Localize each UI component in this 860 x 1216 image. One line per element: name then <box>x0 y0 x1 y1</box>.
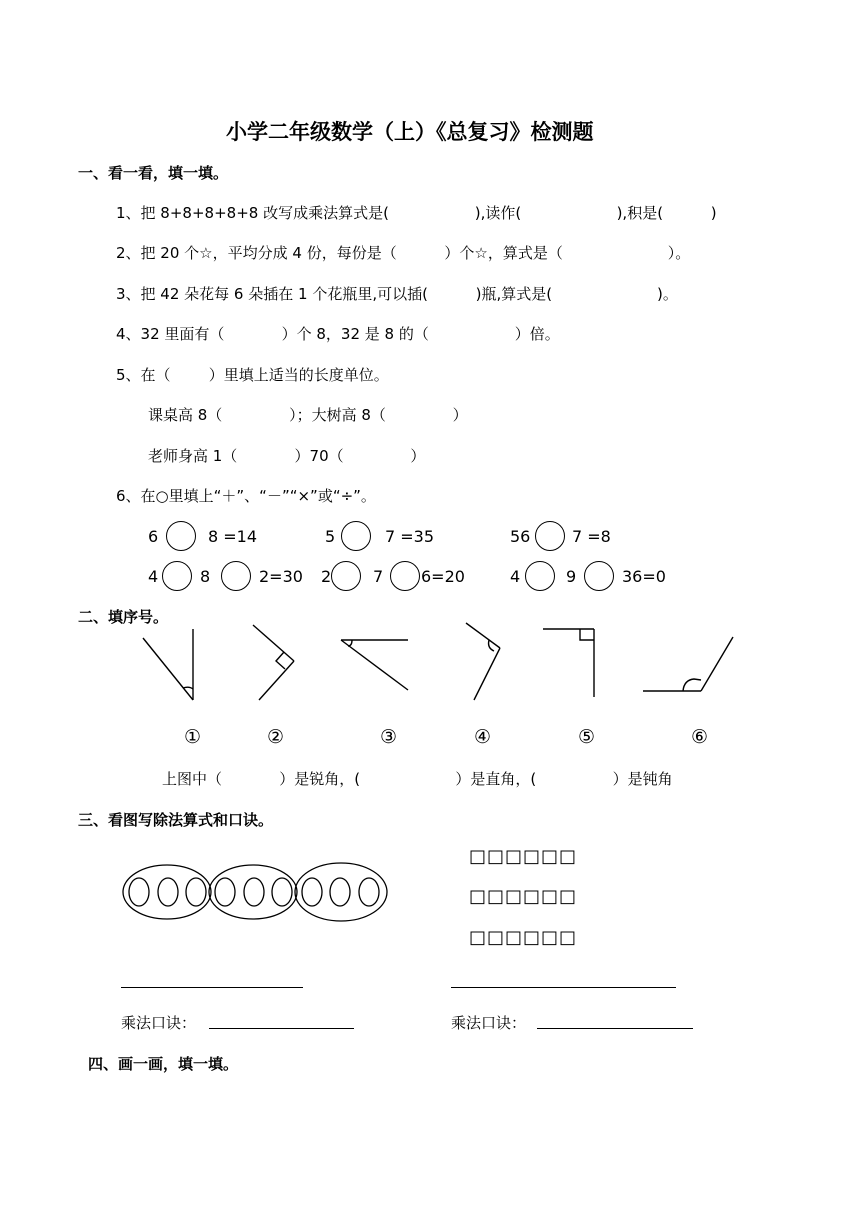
q1-line-1: 1、把 8+8+8+8+8 改写成乘法算式是( ),读作( ),积是( ) <box>116 204 717 222</box>
square-row-3: □□□□□□ <box>469 927 578 948</box>
koujue-label-left: 乘法口诀： <box>121 1014 197 1032</box>
eq-r2-1-c: 2=30 <box>259 567 303 586</box>
angle-figure-1 <box>143 629 193 700</box>
q1-line-3: 3、把 42 朵花每 6 朵插在 1 个花瓶里,可以插( )瓶,算式是( )。 <box>116 285 678 303</box>
koujue-label-right: 乘法口诀： <box>451 1014 527 1032</box>
operator-circle[interactable] <box>390 561 420 591</box>
q1-line-4: 4、32 里面有（ ）个 8，32 是 8 的（ ）倍。 <box>116 325 560 343</box>
operator-circle[interactable] <box>584 561 614 591</box>
q1-line-5b: 老师身高 1（ ）70（ ） <box>148 447 426 465</box>
square-row-2: □□□□□□ <box>469 886 578 907</box>
angle-figure-5 <box>543 629 594 697</box>
eq-r2-1-b: 8 <box>200 567 211 586</box>
operator-circle[interactable] <box>341 521 371 551</box>
angle-label-6: ⑥ <box>691 726 709 748</box>
section-3-heading: 三、看图写除法算式和口诀。 <box>78 811 274 829</box>
angle-figure-3 <box>341 640 408 690</box>
section-1-heading: 一、看一看，填一填。 <box>78 164 229 182</box>
eq-r2-2-a: 2 <box>321 567 332 586</box>
operator-circle[interactable] <box>535 521 565 551</box>
eq-r2-3-a: 4 <box>510 567 521 586</box>
koujue-answer-line-right[interactable] <box>537 1028 693 1029</box>
eq-r2-2-b: 7 <box>373 567 384 586</box>
eq-r2-3-c: 36=0 <box>622 567 666 586</box>
eq-r2-1-a: 4 <box>148 567 159 586</box>
angle-figure-2 <box>253 625 294 700</box>
q1-line-5a: 课桌高 8（ ）；大树高 8（ ） <box>148 406 468 424</box>
angle-figure-6 <box>643 637 733 691</box>
angle-figure-4 <box>466 623 500 700</box>
operator-circle[interactable] <box>331 561 361 591</box>
angle-label-4: ④ <box>474 726 492 748</box>
angle-label-2: ② <box>267 726 285 748</box>
eq-r2-3-b: 9 <box>566 567 577 586</box>
operator-circle[interactable] <box>525 561 555 591</box>
division-answer-line-right[interactable] <box>451 987 676 988</box>
eq-r2-2-c: 6=20 <box>421 567 465 586</box>
eq-r1-1-a: 6 <box>148 527 159 546</box>
angle-label-1: ① <box>184 726 202 748</box>
eq-r1-3-a: 56 <box>510 527 531 546</box>
operator-circle[interactable] <box>221 561 251 591</box>
angle-label-5: ⑤ <box>578 726 596 748</box>
q1-line-5: 5、在（ ）里填上适当的长度单位。 <box>116 366 389 384</box>
q1-line-6: 6、在○里填上“＋”、“－”“×”或“÷”。 <box>116 487 376 505</box>
oval-groups <box>118 852 418 932</box>
koujue-answer-line-left[interactable] <box>209 1028 354 1029</box>
operator-circle[interactable] <box>166 521 196 551</box>
angle-figures <box>0 620 860 720</box>
page-title: 小学二年级数学（上）《总复习》检测题 <box>226 119 594 144</box>
eq-r1-1-b: 8 =14 <box>208 527 258 546</box>
eq-r1-2-b: 7 =35 <box>385 527 435 546</box>
q1-line-2: 2、把 20 个☆，平均分成 4 份，每份是（ ）个☆，算式是（ ）。 <box>116 244 691 262</box>
section-4-heading: 四、画一画，填一填。 <box>88 1055 239 1073</box>
operator-circle[interactable] <box>162 561 192 591</box>
division-answer-line-left[interactable] <box>121 987 303 988</box>
eq-r1-2-a: 5 <box>325 527 336 546</box>
angle-label-3: ③ <box>380 726 398 748</box>
square-row-1: □□□□□□ <box>469 846 578 867</box>
section-2-heading: 二、填序号。 <box>78 608 169 626</box>
angle-question: 上图中（ ）是锐角，( ）是直角，( ）是钝角 <box>162 770 673 788</box>
eq-r1-3-b: 7 =8 <box>572 527 611 546</box>
